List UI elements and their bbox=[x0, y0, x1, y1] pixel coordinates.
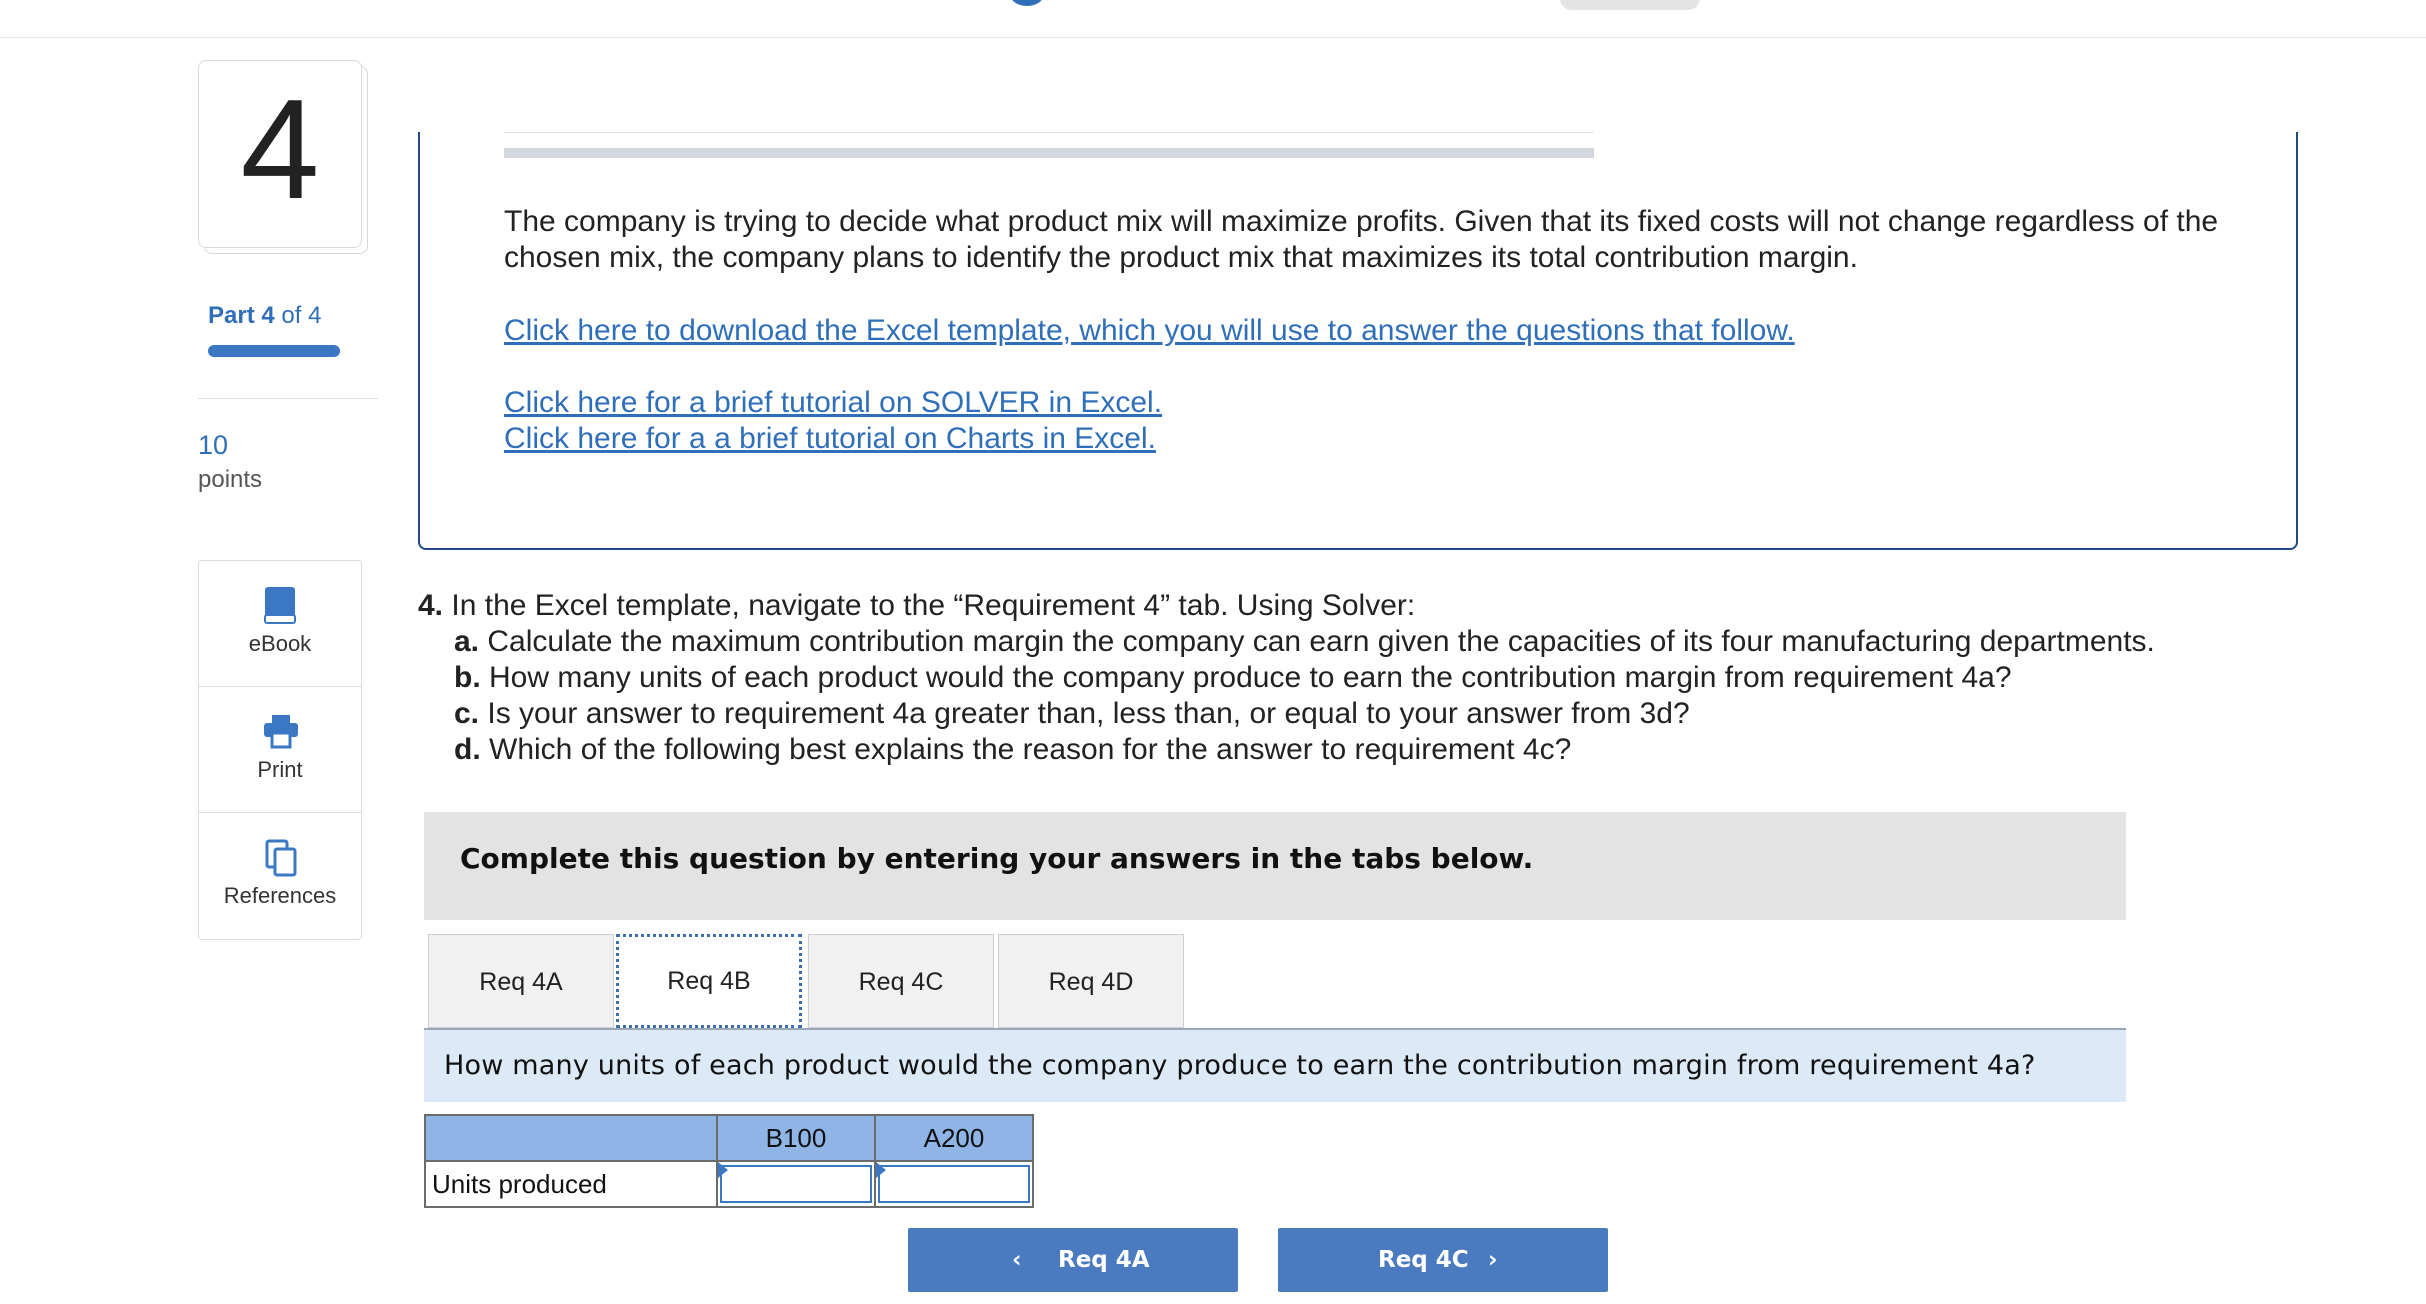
tab-req-4b[interactable]: Req 4B bbox=[616, 934, 802, 1028]
progress-indicator[interactable] bbox=[1010, 0, 1044, 6]
active-question-bar bbox=[424, 1030, 2126, 1102]
print-button[interactable] bbox=[199, 687, 361, 813]
active-question-text: How many units of each product would the company produce to earn the contribution margin from requirement 4a? bbox=[444, 1050, 2036, 1081]
intro-text: The company is trying to decide what product mix will maximize profits. Given that its fixed costs will not change regardless of the chosen mix, the company plans to identify the product mix that maximizes its total contribution margin. bbox=[504, 205, 2219, 274]
question-item-b: b. How many units of each product would the company produce to earn the contribution margin from requirement 4a? bbox=[454, 661, 2012, 694]
points-label: points bbox=[198, 466, 263, 493]
top-toolbar bbox=[0, 0, 2426, 38]
part-progress-bar bbox=[208, 345, 340, 357]
ebook-label: eBook bbox=[248, 631, 312, 656]
tools-panel bbox=[198, 560, 362, 940]
ebook-button[interactable] bbox=[199, 561, 361, 687]
question-number: 4 bbox=[240, 70, 320, 229]
cell-b100 bbox=[717, 1161, 875, 1207]
tab-req-4c[interactable]: Req 4C bbox=[808, 934, 994, 1028]
question-number-card bbox=[198, 60, 362, 248]
cell-a200 bbox=[875, 1161, 1033, 1207]
table-header-blank bbox=[425, 1115, 717, 1161]
next-req-label: Req 4C bbox=[1378, 1247, 1469, 1273]
next-req-button[interactable] bbox=[1278, 1228, 1608, 1292]
part-word: Part bbox=[208, 302, 255, 329]
book-icon bbox=[263, 585, 299, 625]
divider bbox=[198, 398, 378, 399]
table-header-row bbox=[425, 1115, 1033, 1161]
toolbar-pill-button[interactable] bbox=[1560, 0, 1700, 10]
question-lead: 4. In the Excel template, navigate to the “Requirement 4” tab. Using Solver: bbox=[418, 589, 1416, 622]
charts-tutorial-link[interactable]: Click here for a a brief tutorial on Charts in Excel. bbox=[504, 422, 1156, 455]
a200-units-input[interactable] bbox=[878, 1165, 1030, 1203]
chevron-left-icon: ‹ bbox=[1012, 1247, 1022, 1273]
row-label-units-produced: Units produced bbox=[425, 1161, 717, 1207]
references-label: References bbox=[223, 883, 337, 908]
part-indicator bbox=[208, 302, 321, 330]
b100-units-input[interactable] bbox=[720, 1165, 872, 1203]
excel-template-link[interactable]: Click here to download the Excel template, which you will use to answer the questions that follow. bbox=[504, 314, 1795, 347]
input-marker-icon bbox=[718, 1162, 728, 1178]
instructions-text: Complete this question by entering your answers in the tabs below. bbox=[460, 842, 1534, 875]
instructions-box bbox=[424, 812, 2126, 920]
divider bbox=[504, 132, 1594, 133]
input-marker-icon bbox=[876, 1162, 886, 1178]
question-item-c: c. Is your answer to requirement 4a greater than, less than, or equal to your answer from 3d? bbox=[454, 697, 1690, 730]
prev-req-label: Req 4A bbox=[1058, 1247, 1150, 1273]
part-current: 4 bbox=[261, 302, 275, 329]
print-label: Print bbox=[257, 757, 303, 782]
copy-icon bbox=[263, 837, 299, 877]
scroll-bar[interactable] bbox=[504, 148, 1594, 158]
tab-req-4a[interactable]: Req 4A bbox=[428, 934, 614, 1028]
part-of: of 4 bbox=[281, 302, 322, 329]
column-header-b100: B100 bbox=[717, 1115, 875, 1161]
printer-icon bbox=[263, 711, 299, 751]
solver-tutorial-link[interactable]: Click here for a brief tutorial on SOLVER in Excel. bbox=[504, 386, 1163, 419]
points-value: 10 bbox=[198, 430, 229, 460]
references-button[interactable] bbox=[199, 813, 361, 939]
units-table bbox=[424, 1114, 1034, 1208]
question-text bbox=[418, 588, 2318, 768]
tab-req-4d[interactable]: Req 4D bbox=[998, 934, 1184, 1028]
column-header-a200: A200 bbox=[875, 1115, 1033, 1161]
question-item-d: d. Which of the following best explains the reason for the answer to requirement 4c? bbox=[454, 733, 1572, 766]
chevron-right-icon: › bbox=[1488, 1247, 1498, 1273]
question-item-a: a. Calculate the maximum contribution margin the company can earn given the capacities of its four manufacturing departments. bbox=[454, 625, 2155, 658]
table-row bbox=[425, 1161, 1033, 1207]
prev-req-button[interactable] bbox=[908, 1228, 1238, 1292]
